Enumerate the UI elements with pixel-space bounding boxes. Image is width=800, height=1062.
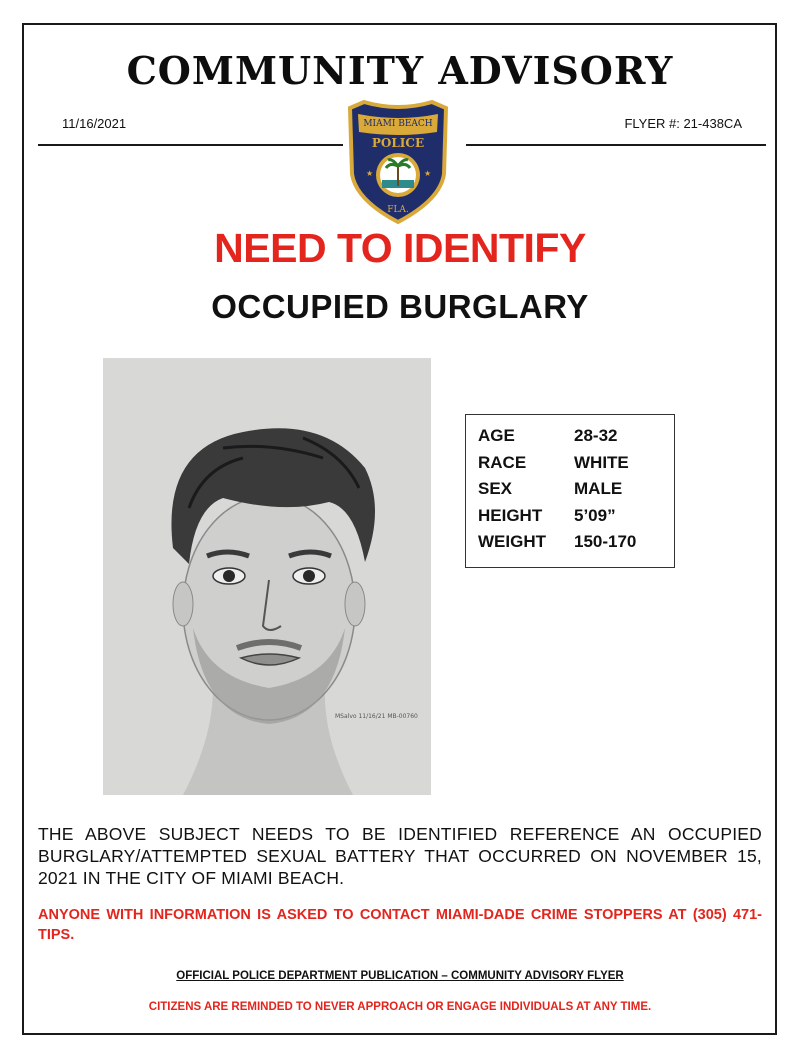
flyer-date: 11/16/2021 [62,116,127,131]
description-label: HEIGHT [478,505,543,525]
police-badge-logo [344,96,452,226]
flyer-number: FLYER #: 21-438CA [624,116,742,131]
incident-paragraph: THE ABOVE SUBJECT NEEDS TO BE IDENTIFIED REFERENCE AN OCCUPIED BURGLARY/ATTEMPTED SEXUAL BATTERY THAT OCCURRED ON NOVEMBER 15, 2021 IN THE CITY OF MIAMI BEACH. [38,824,762,888]
description-row-race [478,450,674,477]
svg-text:★: ★ [424,169,432,178]
description-label: WEIGHT [478,532,546,551]
suspect-description-box [465,414,675,568]
description-row-height [478,503,674,530]
svg-text:★: ★ [366,169,374,178]
svg-text:POLICE: POLICE [371,136,425,150]
description-value: MALE [574,479,623,498]
contact-information: ANYONE WITH INFORMATION IS ASKED TO CONTACT MIAMI-DADE CRIME STOPPERS AT (305) 471-TIPS. [38,907,762,943]
official-publication-note: OFFICIAL POLICE DEPARTMENT PUBLICATION – COMMUNITY ADVISORY FLYER [176,970,624,982]
svg-text:FLA.: FLA. [387,205,409,215]
safety-reminder: CITIZENS ARE REMINDED TO NEVER APPROACH OR ENGAGE INDIVIDUALS AT ANY TIME. [148,1001,652,1013]
description-row-weight [478,529,674,556]
header-rule-right [466,144,766,146]
description-label: SEX [478,479,513,498]
crime-type-heading: OCCUPIED BURGLARY [211,288,589,325]
page-title: COMMUNITY ADVISORY [126,48,674,93]
description-label: AGE [478,426,515,445]
svg-text:MIAMI BEACH: MIAMI BEACH [363,119,433,129]
description-value: 28-32 [574,426,618,445]
description-value: WHITE [574,452,629,472]
need-to-identify-heading: NEED TO IDENTIFY [214,225,586,271]
description-value: 150-170 [574,532,637,551]
description-value: 5’09” [574,505,616,525]
suspect-sketch [103,358,431,795]
svg-text:MSalvo 11/16/21 MB-00760: MSalvo 11/16/21 MB-00760 [335,713,418,720]
description-row-sex [478,476,674,503]
description-label: RACE [478,452,527,472]
header-rule-left [38,144,343,146]
description-row-age [478,423,674,450]
